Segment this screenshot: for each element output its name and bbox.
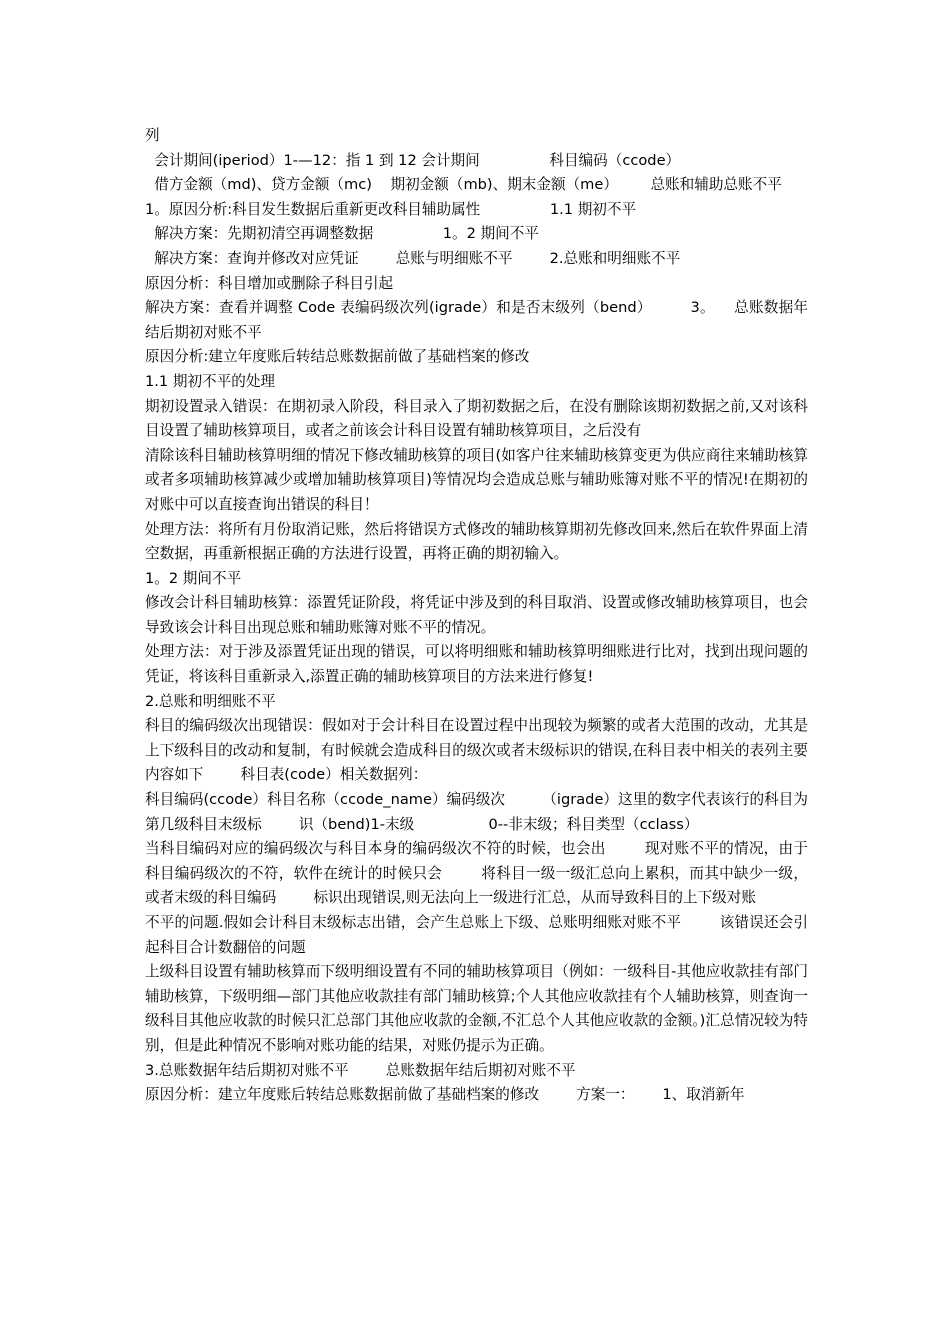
section-heading: 1。2 期间不平: [145, 569, 242, 587]
paragraph-line: 解决方案：查询并修改对应凭证 总账与明细账不平 2.总账和明细账不平: [145, 249, 681, 267]
document-page: [145, 124, 808, 1108]
paragraph-line: 原因分析：科目增加或删除子科目引起: [145, 274, 394, 292]
paragraph: 期初设置录入错误：在期初录入阶段，科目录入了期初数据之后，在没有删除该期初数据之前,又对该科目设置了辅助核算项目，或者之前该会计科目设置有辅助核算项目，之后没有: [145, 397, 808, 440]
paragraph: 科目编码(ccode）科目名称（ccode_name）编码级次 （igrade）这里的数字代表该行的科目为第几级科目末级标 识（bend)1-末级 0--非末级；科目类型（cclass）: [145, 791, 808, 833]
paragraph-line: 1。原因分析:科目发生数据后重新更改科目辅助属性 1.1 期初不平: [145, 200, 637, 218]
paragraph: 上级科目设置有辅助核算而下级明细设置有不同的辅助核算项目（例如：一级科目-其他应收款挂有部门辅助核算，下级明细—部门其他应收款挂有部门辅助核算;个人其他应收款挂有个人辅助核算，则查询一级科目其他应收款的时候只汇总部门其他应收款的金额,不汇总个人其他应收款的金额。)汇总情况较为特别，但是此种情况不影响对账功能的结果，对账仍提示为正确。: [145, 963, 808, 1054]
section-heading: 1.1 期初不平的处理: [145, 372, 276, 390]
paragraph: 处理方法：对于涉及添置凭证出现的错误，可以将明细账和辅助核算明细账进行比对，找到出现问题的凭证，将该科目重新录入,添置正确的辅助核算项目的方法来进行修复!: [145, 643, 808, 686]
paragraph-line: 列: [145, 127, 160, 144]
paragraph: 处理方法：将所有月份取消记账，然后将错误方式修改的辅助核算期初先修改回来,然后在软件界面上清空数据，再重新根据正确的方法进行设置，再将正确的期初输入。: [145, 520, 808, 563]
paragraph: 科目的编码级次出现错误：假如对于会计科目在设置过程中出现较为频繁的或者大范围的改动，尤其是上下级科目的改动和复制，有时候就会造成科目的级次或者末级标识的错误,在科目表中相关的表列主要内容如下 科目表(code）相关数据列：: [145, 717, 808, 784]
paragraph: 不平的问题.假如会计科目末级标志出错，会产生总账上下级、总账明细账对账不平 该错误还会引起科目合计数翻倍的问题: [145, 914, 808, 956]
section-heading: 2.总账和明细账不平: [145, 692, 276, 710]
paragraph-line: 借方金额（md)、贷方金额（mc) 期初金额（mb)、期末金额（me） 总账和辅助总账不平: [145, 176, 782, 194]
paragraph-line: 原因分析:建立年度账后转结总账数据前做了基础档案的修改: [145, 348, 530, 366]
paragraph-line: 会计期间(iperiod）1-—12：指 1 到 12 会计期间 科目编码（ccode）: [145, 151, 681, 169]
paragraph-line: 解决方案：查看并调整 Code 表编码级次列(igrade）和是否末级列（bend） 3。 总账数据年结后期初对账不平: [145, 299, 808, 341]
paragraph: 原因分析：建立年度账后转结总账数据前做了基础档案的修改 方案一： 1、取消新年: [145, 1086, 745, 1104]
paragraph: 当科目编码对应的编码级次与科目本身的编码级次不符的时候，也会出 现对账不平的情况，由于科目编码级次的不符，软件在统计的时候只会 将科目一级一级汇总向上累积，而其中缺少一级，或者末级的科目编码 标识出现错误,则无法向上一级进行汇总，从而导致科目的上下级对账: [145, 840, 808, 907]
paragraph-line: 解决方案：先期初清空再调整数据 1。2 期间不平: [145, 225, 539, 243]
paragraph: 清除该科目辅助核算明细的情况下修改辅助核算的项目(如客户往来辅助核算变更为供应商往来辅助核算或者多项辅助核算减少或增加辅助核算项目)等情况均会造成总账与辅助账簿对账不平的情况!在期初的对账中可以直接查询出错误的科目！: [145, 446, 808, 513]
paragraph: 修改会计科目辅助核算：添置凭证阶段，将凭证中涉及到的科目取消、设置或修改辅助核算项目，也会导致该会计科目出现总账和辅助账簿对账不平的情况。: [145, 594, 808, 636]
section-heading: 3.总账数据年结后期初对账不平 总账数据年结后期初对账不平: [145, 1061, 576, 1079]
